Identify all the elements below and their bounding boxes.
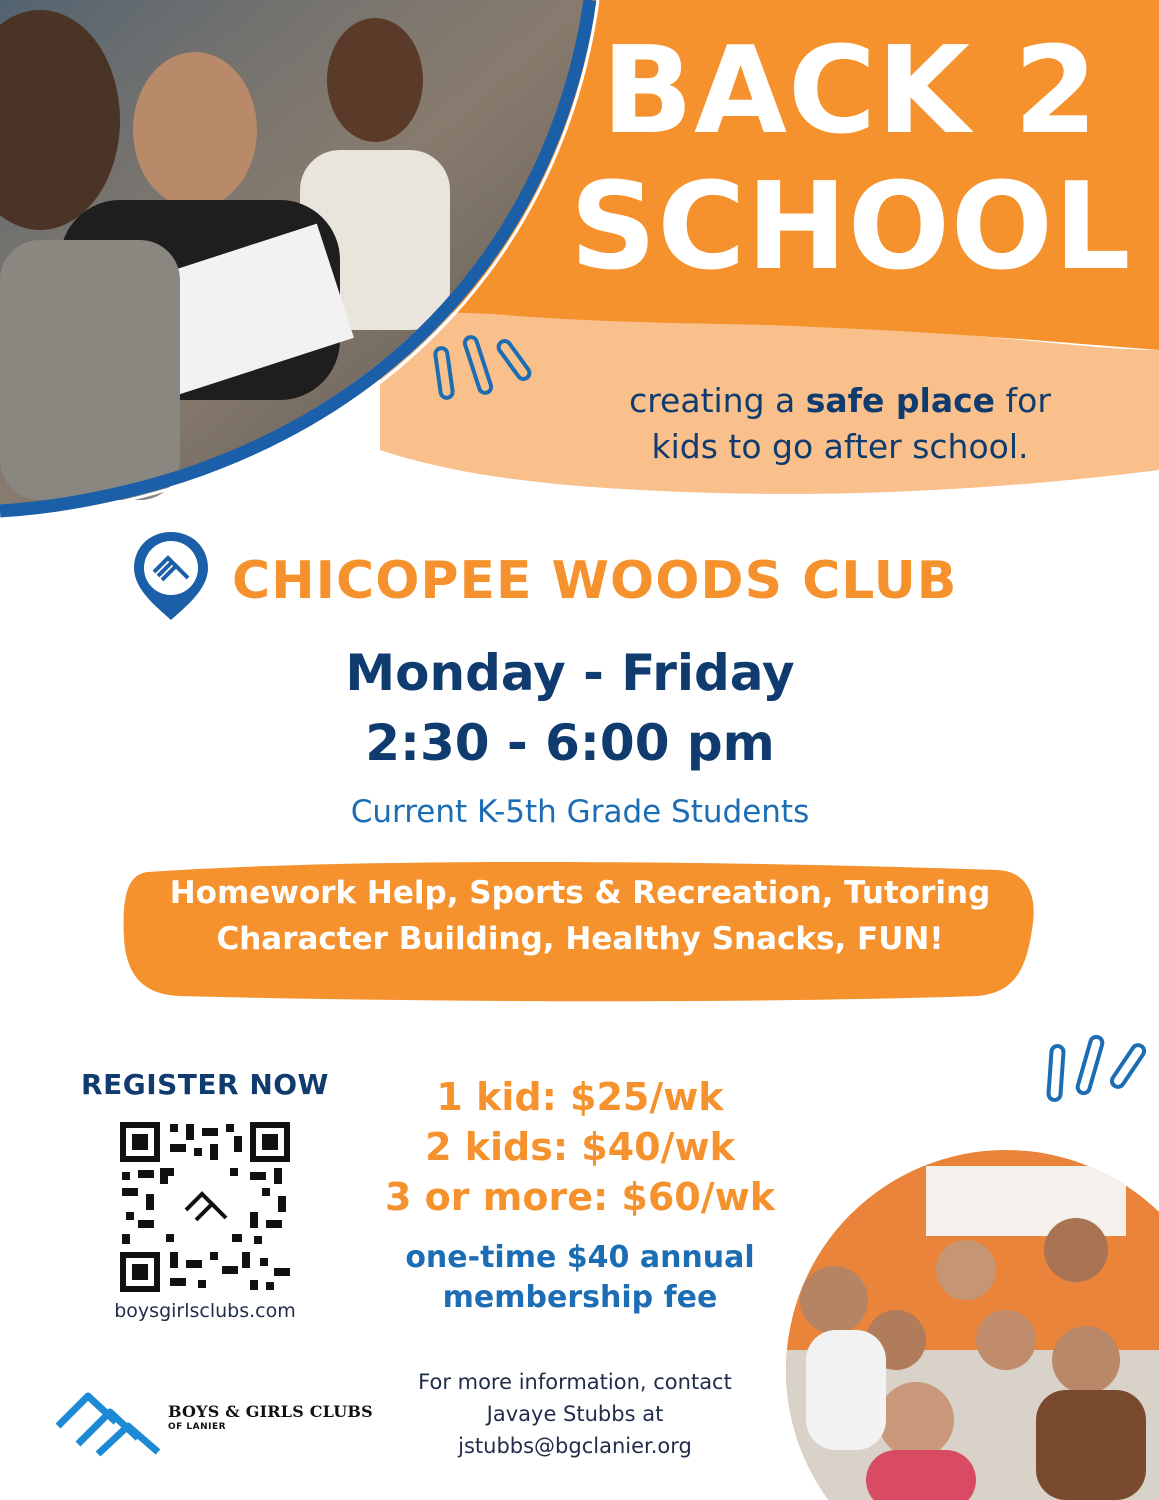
fee-line-2: membership fee <box>442 1280 718 1315</box>
org-subtitle: OF LANIER <box>168 1422 227 1432</box>
tagline <box>560 378 1120 470</box>
activities-list <box>130 870 1030 962</box>
tagline-line-2: kids to go after school. <box>651 427 1029 466</box>
contact-line-2: Javaye Stubbs at <box>486 1402 664 1426</box>
website-link[interactable]: boysgirlsclubs.com <box>114 1300 296 1322</box>
kids-group-photo <box>786 1150 1159 1500</box>
sparkle-decoration-icon <box>430 330 540 420</box>
tagline-post: for <box>995 381 1051 420</box>
sparkle-decoration-icon <box>1040 1030 1159 1120</box>
location-pin-icon <box>128 528 214 624</box>
fee-line-1: one-time $40 annual <box>405 1240 755 1275</box>
contact-email[interactable]: jstubbs@bgclanier.org <box>458 1434 692 1458</box>
org-name: BOYS & GIRLS CLUBS <box>168 1402 373 1421</box>
club-name: CHICOPEE WOODS CLUB <box>232 551 958 611</box>
operating-days: Monday - Friday <box>345 644 795 702</box>
title-line-1: BACK 2 <box>601 22 1099 161</box>
contact-line-1: For more information, contact <box>418 1370 732 1394</box>
tagline-pre: creating a <box>629 381 806 420</box>
price-two-kids: 2 kids: $40/wk <box>425 1125 735 1169</box>
bgc-hands-logo-icon <box>54 1382 162 1458</box>
photo-person <box>327 18 423 142</box>
price-one-kid: 1 kid: $25/wk <box>436 1075 724 1119</box>
activities-line-2: Character Building, Healthy Snacks, FUN! <box>216 921 944 957</box>
membership-fee <box>360 1238 800 1318</box>
tagline-bold: safe place <box>805 381 996 420</box>
title-line-2: SCHOOL <box>570 158 1132 297</box>
eligible-grades: Current K-5th Grade Students <box>350 794 810 830</box>
activities-line-1: Homework Help, Sports & Recreation, Tutoring <box>169 875 991 911</box>
qr-code[interactable] <box>120 1122 290 1292</box>
price-three-or-more: 3 or more: $60/wk <box>385 1175 775 1219</box>
contact-info <box>370 1366 780 1462</box>
register-label: REGISTER NOW <box>81 1068 329 1101</box>
operating-hours: 2:30 - 6:00 pm <box>365 714 775 772</box>
photo-person <box>133 52 257 208</box>
